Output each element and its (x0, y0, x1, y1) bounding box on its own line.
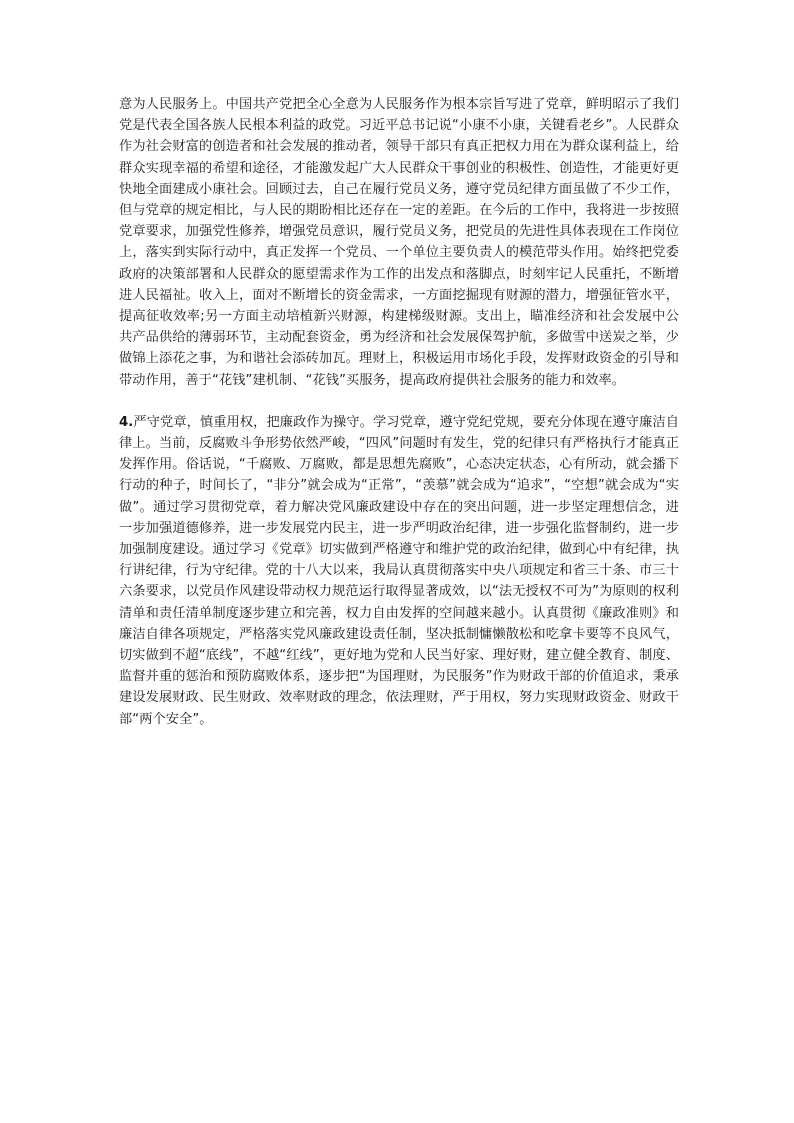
paragraph-2 (119, 412, 679, 730)
paragraph-1-text: 意为人民服务上。中国共产党把全心全意为人民服务作为根本宗旨写进了党章，鲜明昭示了我们党是代表全国各族人民根本利益的政党。习近平总书记说“小康不小康，关键看老乡”。人民群众作为社会财富的创造者和社会发展的推动者，领导干部只有真正把权力用在为群众谋利益上，给群众实现幸福的希望和途径，才能激发起广大人民群众干事创业的积极性、创造性，才能更好更快地全面建成小康社会。回顾过去，自己在履行党员义务，遵守党员纪律方面虽做了不少工作，但与党章的规定相比，与人民的期盼相比还存在一定的差距。在今后的工作中，我将进一步按照党章要求，加强党性修养，增强党员意识，履行党员义务，把党员的先进性具体表现在工作岗位上，落实到实际行动中，真正发挥一个党员、一个单位主要负责人的模范带头作用。始终把党委政府的决策部署和人民群众的愿望需求作为工作的出发点和落脚点，时刻牢记人民重托，不断增进人民福祉。收入上，面对不断增长的资金需求，一方面挖掘现有财源的潜力，增强征管水平，提高征收效率;另一方面主动培植新兴财源，构建梯级财源。支出上，瞄准经济和社会发展中公共产品供给的薄弱环节，主动配套资金，勇为经济和社会发展保驾护航，多做雪中送炭之举，少做锦上添花之事，为和谐社会添砖加瓦。理财上，积极运用市场化手段，发挥财政资金的引导和带动作用，善于“花钱”建机制、“花钱”买服务，提高政府提供社会服务的能力和效率。 (119, 97, 679, 388)
paragraph-2-number: 4. (119, 414, 134, 430)
paragraph-2-text: 严守党章，慎重用权，把廉政作为操守。学习党章，遵守党纪党规，要充分体现在遵守廉洁自律上。当前，反腐败斗争形势依然严峻，“四风”问题时有发生，党的纪律只有严格执行才能真正发挥作用。俗话说，“千腐败、万腐败，都是思想先腐败”，心态决定状态，心有所动，就会播下行动的种子，时间长了，“非分”就会成为“正常”，“羡慕”就会成为“追求”，“空想”就会成为“实做”。通过学习贯彻党章，着力解决党风廉政建设中存在的突出问题，进一步坚定理想信念，进一步加强道德修养，进一步发展党内民主，进一步严明政治纪律，进一步强化监督制约，进一步加强制度建设。通过学习《党章》切实做到严格遵守和维护党的政治纪律，做到心中有纪律，执行讲纪律，行为守纪律。党的十八大以来，我局认真贯彻落实中央八项规定和省三十条、市三十六条要求，以党员作风建设带动权力规范运行取得显著成效，以“法无授权不可为”为原则的权利清单和责任清单制度逐步建立和完善，权力自由发挥的空间越来越小。认真贯彻《廉政准则》和廉洁自律各项规定，严格落实党风廉政建设责任制，坚决抵制慵懒散松和吃拿卡要等不良风气，切实做到不超“底线”，不越“红线”，更好地为党和人民当好家、理好财，建立健全教育、制度、监督并重的惩治和预防腐败体系，逐步把“为国理财，为民服务”作为财政干部的价值追求，秉承建设发展财政、民生财政、效率财政的理念，依法理财，严于用权，努力实现财政资金、财政干部“两个安全”。 (119, 414, 679, 727)
document-body (119, 94, 679, 730)
paragraph-1 (119, 94, 679, 391)
